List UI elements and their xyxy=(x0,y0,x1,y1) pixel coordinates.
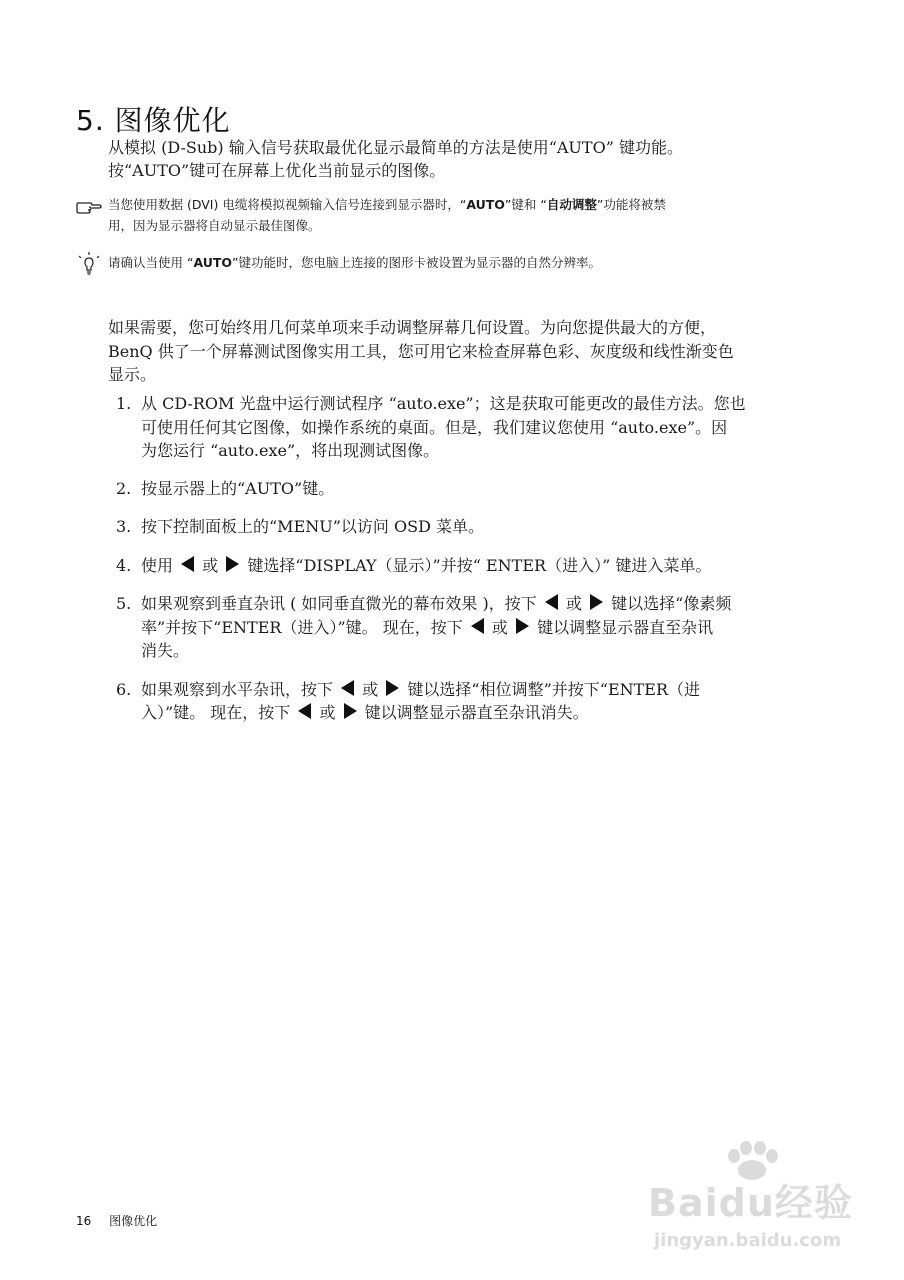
watermark-url: jingyan.baidu.com xyxy=(654,1230,842,1251)
step-4-or: 或 xyxy=(202,555,219,575)
note-res-text-c: ”键功能时，您电脑上连接的图形卡被设置为显示器的自然分辨率。 xyxy=(232,255,602,270)
step-5-l1-or: 或 xyxy=(565,594,582,613)
step-1-line-2: 可使用任何其它图像，如操作系统的桌面。但是，我们建议您使用 “auto.exe”。因 xyxy=(141,417,728,437)
lightbulb-icon xyxy=(76,252,102,276)
step-6-l1-b: 键以选择“相位调整”并按下“ENTER（进 xyxy=(407,679,701,699)
note-res-text-a: 请确认当使用 “ xyxy=(108,255,194,270)
step-5-l2-a: 率”并按下“ENTER（进入）”键。 现在，按下 xyxy=(141,617,463,637)
step-6-l2-a: 入）”键。 现在，按下 xyxy=(141,703,291,722)
note-resolution xyxy=(76,252,836,273)
note-dvi-auto-adjust: 自动调整 xyxy=(546,197,597,212)
body-line-2: BenQ 供了一个屏幕测试图像实用工具，您可用它来检查屏幕色彩、灰度级和线性渐变色 xyxy=(108,341,734,361)
left-arrow-icon xyxy=(298,703,311,719)
step-5-line-2 xyxy=(141,616,828,640)
note-dvi xyxy=(76,194,836,236)
step-number: 6. xyxy=(116,679,132,699)
step-1 xyxy=(108,392,828,463)
note-dvi-line-2: 用，因为显示器将自动显示最佳图像。 xyxy=(108,218,321,233)
step-6-l2-b: 键以调整显示器直至杂讯消失。 xyxy=(364,703,589,722)
step-5-line-1 xyxy=(141,592,828,616)
step-3-text: 按下控制面板上的“MENU”以访问 OSD 菜单。 xyxy=(141,517,484,536)
page-title: 5. 图像优化 xyxy=(76,103,231,137)
step-3 xyxy=(108,515,828,539)
baidu-watermark xyxy=(640,1140,860,1270)
left-arrow-icon xyxy=(341,680,354,696)
note-dvi-text-e: ”功能将被禁 xyxy=(596,197,666,212)
step-5-l2-or: 或 xyxy=(491,617,508,637)
intro-line-2: 按“AUTO”键可在屏幕上优化当前显示的图像。 xyxy=(108,161,446,180)
footer-section: 图像优化 xyxy=(109,1214,158,1228)
right-arrow-icon xyxy=(590,594,603,610)
note-resolution-line xyxy=(108,252,836,273)
body-line-1: 如果需要，您可始终用几何菜单项来手动调整屏幕几何设置。为向您提供最大的方便， xyxy=(108,318,717,337)
step-number: 4. xyxy=(116,555,132,575)
note-dvi-text xyxy=(108,194,836,236)
intro-paragraph xyxy=(108,136,848,182)
step-4-text-a: 使用 xyxy=(141,555,174,575)
geometry-paragraph xyxy=(108,316,823,387)
left-arrow-icon xyxy=(181,556,194,572)
step-number: 5. xyxy=(116,594,132,613)
step-2 xyxy=(108,477,828,501)
step-6-line-1 xyxy=(141,678,828,702)
step-6 xyxy=(108,678,828,725)
step-number: 1. xyxy=(116,394,132,413)
step-5-l1-a: 如果观察到垂直杂讯 ( 如同垂直微光的幕布效果 )，按下 xyxy=(141,594,537,613)
step-4-text-b: 键选择“DISPLAY（显示）”并按“ ENTER（进入）” 键进入菜单。 xyxy=(247,555,712,575)
left-arrow-icon xyxy=(545,594,558,610)
step-6-l2-or: 或 xyxy=(319,703,336,722)
step-number: 3. xyxy=(116,517,132,536)
note-dvi-text-a: 当您使用数据 (DVI) 电缆将模拟视频输入信号连接到显示器时，“ xyxy=(108,197,467,212)
page-footer xyxy=(76,1212,157,1229)
step-number: 2. xyxy=(116,478,132,498)
watermark-logo: Baidu经验 xyxy=(648,1181,853,1225)
note-dvi-auto-key: AUTO xyxy=(466,197,505,212)
step-5-line-3: 消失。 xyxy=(141,641,190,660)
step-1-line-3: 为您运行 “auto.exe”，将出现测试图像。 xyxy=(141,441,440,460)
steps-list xyxy=(108,392,828,740)
right-arrow-icon xyxy=(344,703,357,719)
step-2-text: 按显示器上的“AUTO”键。 xyxy=(141,478,335,498)
step-6-l1-or: 或 xyxy=(362,679,379,699)
step-4 xyxy=(108,554,828,578)
body-line-3: 显示。 xyxy=(108,365,157,384)
right-arrow-icon xyxy=(386,680,399,696)
step-4-text xyxy=(141,554,828,578)
left-arrow-icon xyxy=(471,618,484,634)
intro-line-1: 从模拟 (D-Sub) 输入信号获取最优化显示最简单的方法是使用“AUTO” 键功能。 xyxy=(108,138,683,157)
step-6-l1-a: 如果观察到水平杂讯，按下 xyxy=(141,679,334,699)
step-6-line-2 xyxy=(141,701,828,725)
page-number: 16 xyxy=(76,1214,92,1228)
pointing-hand-icon xyxy=(76,194,102,218)
note-resolution-text xyxy=(108,252,836,273)
right-arrow-icon xyxy=(226,556,239,572)
note-res-auto-key: AUTO xyxy=(193,255,233,270)
step-5-l1-b: 键以选择“像素频 xyxy=(611,594,732,613)
step-1-line-1: 从 CD-ROM 光盘中运行测试程序 “auto.exe”；这是获取可能更改的最佳方法。您也 xyxy=(141,394,746,413)
step-5-l2-b: 键以调整显示器直至杂讯 xyxy=(537,617,714,637)
step-5 xyxy=(108,592,828,663)
right-arrow-icon xyxy=(516,618,529,634)
note-dvi-text-c: ”键和 “ xyxy=(504,197,547,212)
note-dvi-line-1 xyxy=(108,194,836,215)
